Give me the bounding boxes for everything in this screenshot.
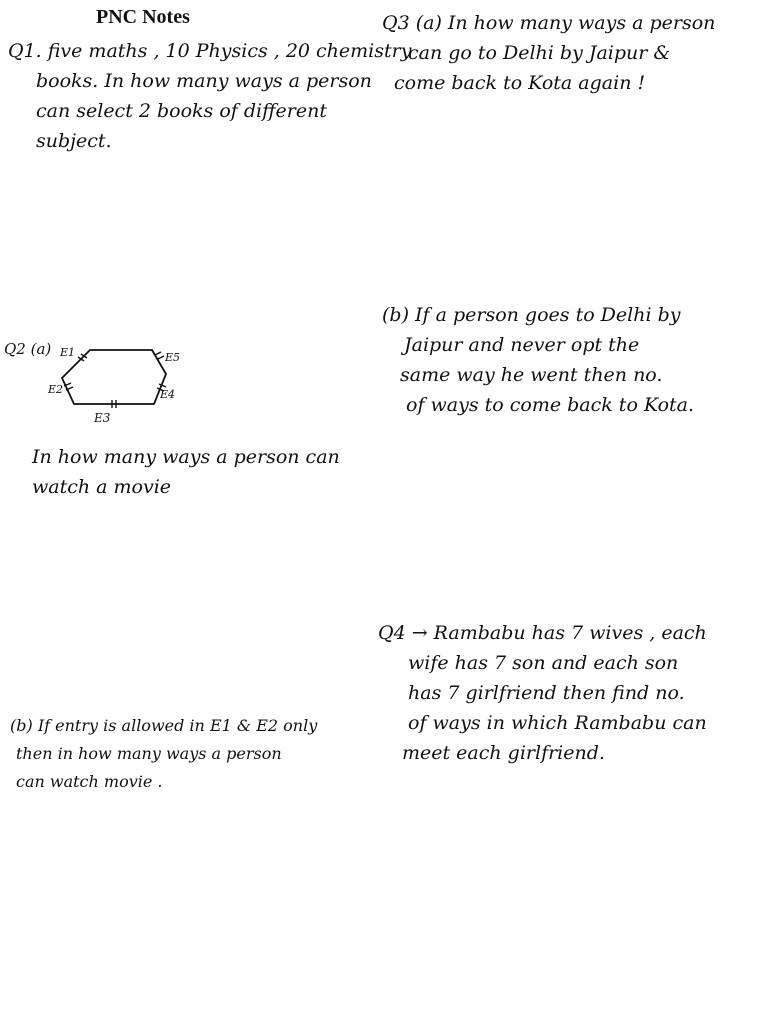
q3b-text bbox=[382, 300, 694, 420]
q2b-line: can watch movie . bbox=[16, 772, 163, 791]
q3a-line: come back to Kota again ! bbox=[394, 72, 646, 94]
q1-text bbox=[8, 36, 411, 156]
q2b-line: (b) If entry is allowed in E1 & E2 only bbox=[10, 716, 318, 735]
q1-line: Q1. five maths , 10 Physics , 20 chemistry bbox=[8, 40, 412, 62]
q2b-line: then in how many ways a person bbox=[16, 744, 282, 763]
q3a-text bbox=[382, 8, 715, 98]
q2a-text bbox=[32, 442, 340, 502]
entrance-label-e3: E3 bbox=[94, 411, 111, 425]
q1-line: subject. bbox=[36, 130, 112, 152]
entrance-label-e4: E4 bbox=[160, 388, 176, 401]
q4-text bbox=[378, 618, 707, 768]
q3a-line: can go to Delhi by Jaipur & bbox=[408, 42, 671, 64]
q3b-line: (b) If a person goes to Delhi by bbox=[382, 304, 681, 326]
entrance-mark bbox=[155, 352, 161, 355]
q2a-line: watch a movie bbox=[32, 476, 172, 498]
entrance-mark bbox=[158, 356, 164, 359]
q3b-line: of ways to come back to Kota. bbox=[406, 394, 695, 416]
page-title: PNC Notes bbox=[96, 6, 190, 28]
q4-line: has 7 girlfriend then find no. bbox=[408, 682, 685, 704]
q1-line: can select 2 books of different bbox=[36, 100, 328, 122]
q4-line: of ways in which Rambabu can bbox=[408, 712, 707, 734]
entrance-label-e1: E1 bbox=[60, 346, 76, 359]
q2a-line: In how many ways a person can bbox=[32, 446, 340, 468]
q3b-line: same way he went then no. bbox=[400, 364, 663, 386]
q3a-line: Q3 (a) In how many ways a person bbox=[382, 12, 716, 34]
q2b-text bbox=[10, 712, 317, 796]
entrance-label-e5: E5 bbox=[165, 351, 181, 364]
q1-line: books. In how many ways a person bbox=[36, 70, 372, 92]
q4-line: meet each girlfriend. bbox=[402, 742, 605, 764]
q3b-line: Jaipur and never opt the bbox=[404, 334, 640, 356]
hexagon-outline bbox=[62, 350, 166, 404]
q2-label: Q2 (a) bbox=[4, 340, 52, 358]
q4-line: Q4 → Rambabu has 7 wives , each bbox=[378, 622, 707, 644]
entrance-label-e2: E2 bbox=[48, 383, 64, 396]
q4-line: wife has 7 son and each son bbox=[408, 652, 679, 674]
